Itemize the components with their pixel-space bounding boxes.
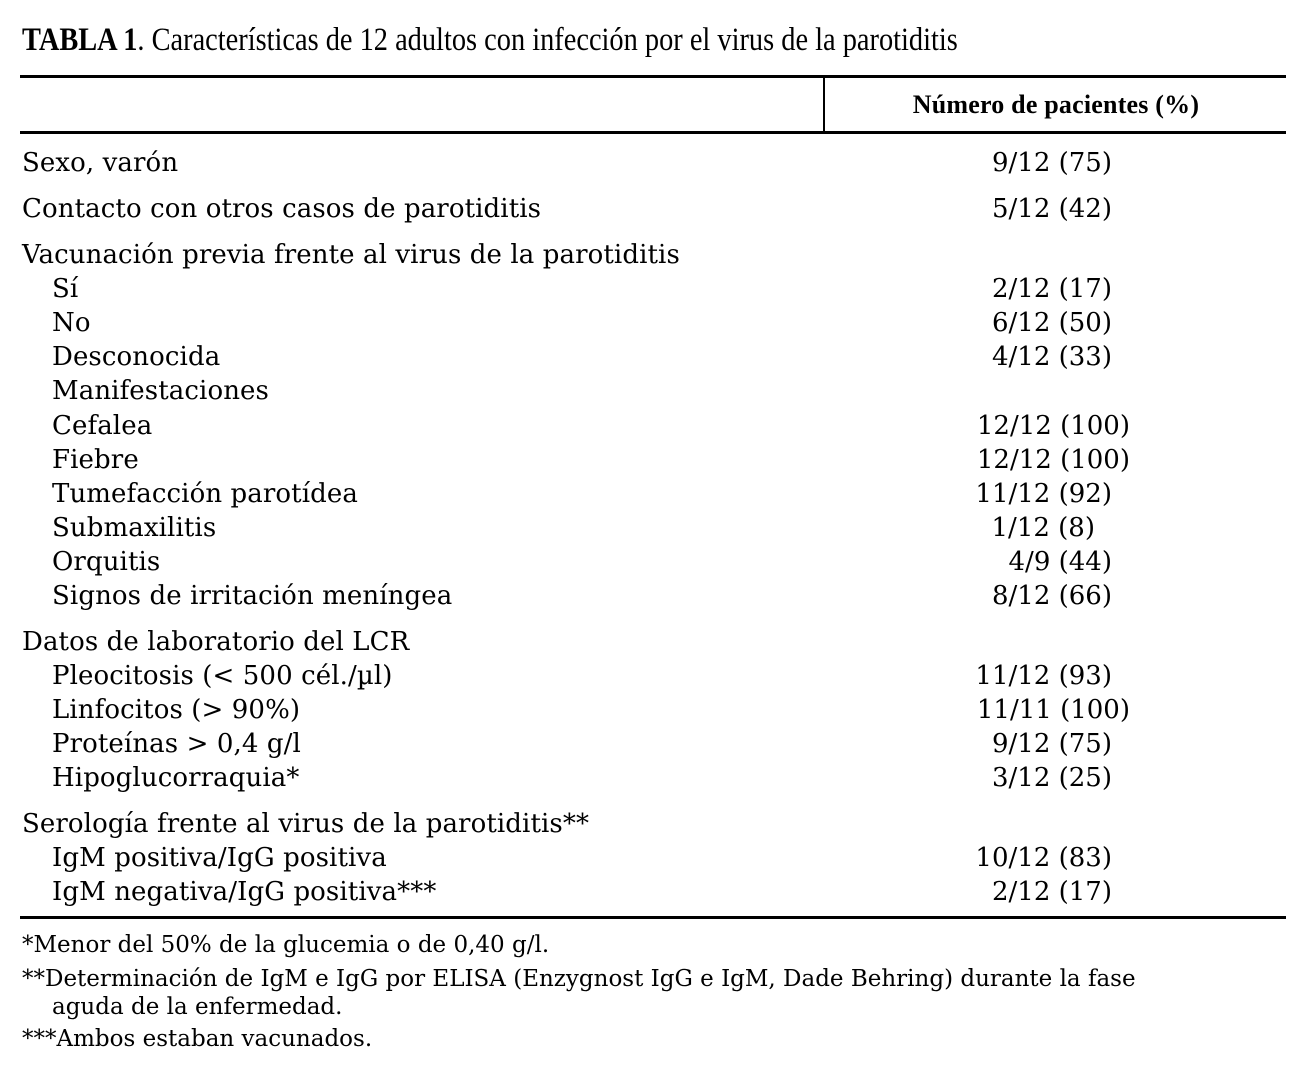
footnote: *Menor del 50% de la glucemia o de 0,40 g/l. — [22, 932, 550, 958]
table-row — [0, 340, 1306, 374]
table-row — [0, 841, 1306, 875]
column-header-patients: Número de pacientes (%) — [912, 89, 1200, 119]
row-label: Proteínas > 0,4 g/l — [52, 729, 301, 759]
row-value: 2/12 (17) — [991, 877, 1112, 907]
row-label: IgM negativa/IgG positiva*** — [52, 877, 437, 907]
footnote: ***Ambos estaban vacunados. — [22, 1026, 373, 1052]
row-label: Manifestaciones — [52, 376, 269, 406]
table-title — [22, 20, 958, 60]
row-label: Sí — [52, 274, 79, 304]
row-label: Serología frente al virus de la parotiditis** — [22, 809, 590, 839]
row-value: 5/12 (42) — [991, 194, 1112, 224]
table-row — [0, 579, 1306, 613]
row-label: Vacunación previa frente al virus de la parotiditis — [22, 240, 680, 270]
table-row — [0, 146, 1306, 180]
row-value: 10/12 (83) — [975, 843, 1112, 873]
row-value: 11/11 (100) — [976, 695, 1130, 725]
row-label: Contacto con otros casos de parotiditis — [22, 194, 542, 224]
row-value: 11/12 (92) — [975, 479, 1112, 509]
row-value: 3/12 (25) — [991, 763, 1112, 793]
table-row — [0, 875, 1306, 909]
table-row-group-heading — [0, 625, 1306, 659]
table-row — [0, 727, 1306, 761]
footnote: **Determinación de IgM e IgG por ELISA (Enzygnost IgG e IgM, Dade Behring) durante la fase — [22, 966, 1136, 992]
row-label: Submaxilitis — [52, 513, 217, 543]
row-label: Orquitis — [52, 547, 161, 577]
row-label: Hipoglucorraquia* — [52, 763, 300, 793]
table-row-group-heading — [0, 238, 1306, 272]
table-row-group-heading — [0, 374, 1306, 408]
row-label: No — [52, 308, 91, 338]
table-row — [0, 477, 1306, 511]
table-row — [0, 761, 1306, 795]
row-value: 2/12 (17) — [991, 274, 1112, 304]
row-label: Cefalea — [52, 411, 153, 441]
row-label: IgM positiva/IgG positiva — [52, 843, 387, 873]
row-value: 11/12 (93) — [975, 661, 1112, 691]
row-value: 1/12 (8) — [991, 513, 1095, 543]
row-value: 12/12 (100) — [976, 411, 1130, 441]
row-value: 4/12 (33) — [991, 342, 1112, 372]
footnote-continuation: aguda de la enfermedad. — [52, 994, 343, 1020]
row-label: Datos de laboratorio del LCR — [22, 627, 410, 657]
row-label: Signos de irritación meníngea — [52, 581, 453, 611]
row-value: 12/12 (100) — [976, 445, 1130, 475]
row-value: 9/12 (75) — [991, 148, 1112, 178]
table-row — [0, 192, 1306, 226]
table-row — [0, 545, 1306, 579]
row-value: 6/12 (50) — [991, 308, 1112, 338]
table-bottom-rule — [20, 916, 1286, 919]
row-label: Linfocitos (> 90%) — [52, 695, 301, 725]
table-title-text: . Características de 12 adultos con infección por el virus de la parotiditis — [137, 22, 958, 58]
table-title-label: TABLA 1 — [22, 22, 138, 58]
table-row — [0, 443, 1306, 477]
table-row — [0, 272, 1306, 306]
row-value: 8/12 (66) — [991, 581, 1112, 611]
header-column-divider — [823, 78, 825, 132]
row-value: 4/9 (44) — [1008, 547, 1112, 577]
table-row — [0, 409, 1306, 443]
row-label: Pleocitosis (< 500 cél./µl) — [52, 661, 393, 691]
row-label: Fiebre — [52, 445, 139, 475]
row-label: Sexo, varón — [22, 148, 179, 178]
table-row — [0, 693, 1306, 727]
row-value: 9/12 (75) — [991, 729, 1112, 759]
table-row — [0, 659, 1306, 693]
table-row — [0, 511, 1306, 545]
table-header-rule — [20, 131, 1286, 134]
table-row-group-heading — [0, 807, 1306, 841]
row-label: Tumefacción parotídea — [52, 479, 358, 509]
row-label: Desconocida — [52, 342, 221, 372]
table-row — [0, 306, 1306, 340]
